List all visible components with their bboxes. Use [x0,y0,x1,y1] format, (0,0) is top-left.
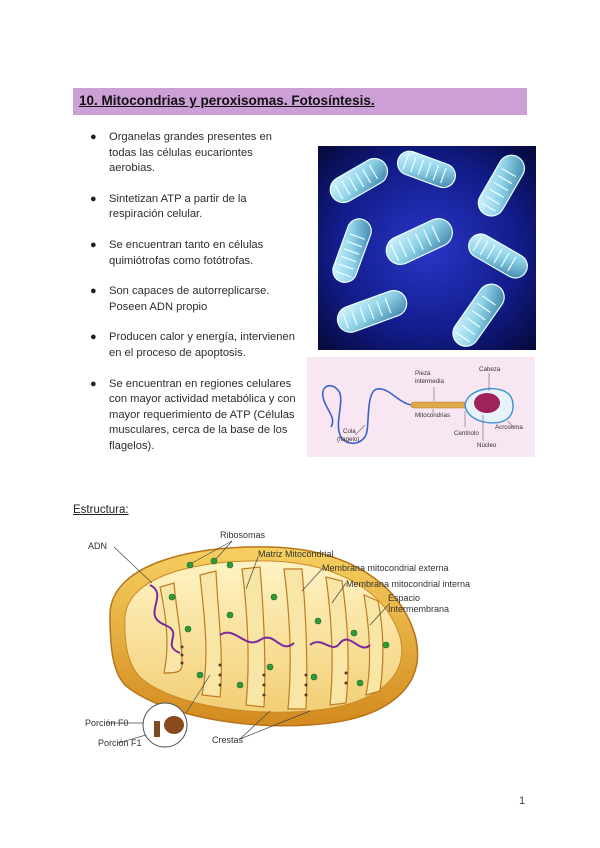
sperm-diagram [307,357,535,457]
bullet-icon: ● [90,377,97,390]
bullet-icon: ● [90,238,97,251]
label-porcion-f1: Porción F1 [98,738,142,748]
label-matriz: Matriz Mitocondrial [258,549,334,559]
page-number: 1 [519,795,526,807]
mitochondrion-structure-diagram [70,525,530,755]
bullet-icon: ● [90,331,97,344]
title-bar [73,88,527,115]
bullet-text: Son capaces de autorreplicarse. Poseen ADN propio [109,285,270,313]
bullet-item [90,238,300,269]
page-title: 10. Mitocondrias y peroxisomas. Fotosíntesis. [79,93,375,108]
section-label: Estructura: [73,504,129,516]
mitochondria-photo [318,146,536,350]
bullet-item [90,284,300,315]
bullet-text: Se encuentran tanto en células quimiótrofas como fotótrofas. [109,238,264,267]
bullet-icon: ● [90,285,97,298]
bullet-icon: ● [90,131,97,143]
bullet-text: Producen calor y energía, intervienen en el proceso de apoptosis. [109,331,295,359]
bullet-item [90,130,300,177]
midpiece [411,402,467,408]
label-ribosomas: Ribosomas [220,530,266,540]
label-centriolo: Centriolo [454,430,479,437]
label-acrosoma: Acrosoma [495,424,523,431]
bullet-list [90,130,300,470]
label-flagelo: (flagelo) [337,436,360,443]
label-intermembrana: Intermembrana [388,604,450,614]
label-porcion-f0: Porción F0 [85,718,129,728]
label-mitocondrias: Mitocondrias [415,412,451,419]
label-adn: ADN [88,541,108,551]
bullet-text: Organelas grandes presentes en todas las células eucariontes aerobias. [109,131,272,175]
label-espacio: Espacio [388,593,421,603]
label-crestas: Crestas [212,735,244,745]
label-cabeza: Cabeza [479,366,501,373]
label-intermedia: intermedia [415,378,444,385]
bullet-icon: ● [90,192,97,205]
label-pieza: Pieza [415,370,431,377]
bullet-text: Sintetizan ATP a partir de la respiración celular. [109,192,247,221]
bullet-item [90,330,300,361]
label-nucleo: Núcleo [477,442,497,449]
label-membrana-interna: Membrana mitocondrial interna [346,579,471,589]
bullet-item [90,192,300,223]
bullet-text: Se encuentran en regiones celulares con mayor actividad metabólica y con mayor requerimiento de ATP (Células musculares, cerca de la base de los flagelos). [109,377,296,452]
bullet-item [90,377,300,455]
nucleus-shape [474,393,500,413]
label-cola: Cola [343,428,356,435]
label-membrana-externa: Membrana mitocondrial externa [322,563,449,573]
